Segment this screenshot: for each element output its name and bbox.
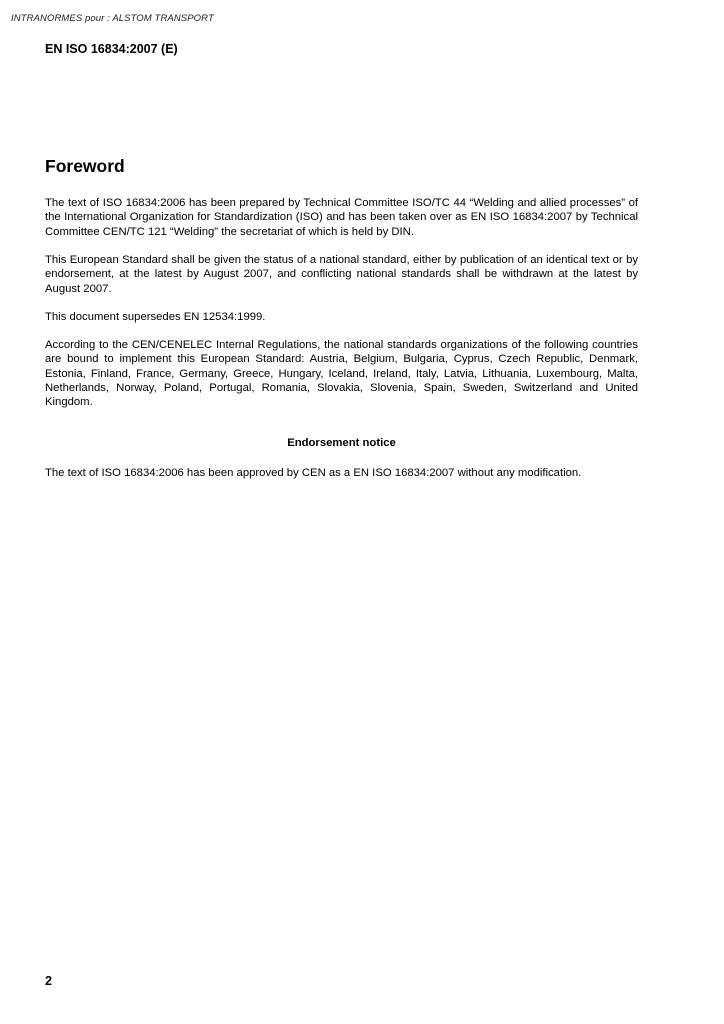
foreword-paragraph-1: The text of ISO 16834:2006 has been prepared by Technical Committee ISO/TC 44 “Welding and allied processes” of the International Organization for Standardization (ISO) and has been taken over as EN ISO 16834:2007 by Technical Committee CEN/TC 121 “Welding” the secretariat of which is held by DIN. — [45, 197, 638, 238]
endorsement-paragraph: The text of ISO 16834:2006 has been approved by CEN as a EN ISO 16834:2007 without any modification. — [45, 467, 582, 479]
endorsement-heading: Endorsement notice — [287, 437, 396, 449]
foreword-paragraph-3: This document supersedes EN 12534:1999. — [45, 311, 266, 323]
foreword-paragraph-4: According to the CEN/CENELEC Internal Regulations, the national standards organizations of the following countries are bound to implement this European Standard: Austria, Belgium, Bulgaria, Cyprus, Czech Republic, Denmark, Estonia, Finland, France, Germany, Greece, Hungary, Iceland, Ireland, Italy, Latvia, Lithuania, Luxembourg, Malta, Netherlands, Norway, Poland, Portugal, Romania, Slovakia, Slovenia, Spain, Sweden, Switzerland and United Kingdom. — [45, 339, 638, 409]
watermark-text: INTRANORMES pour : ALSTOM TRANSPORT — [11, 13, 214, 24]
foreword-paragraph-2: This European Standard shall be given the status of a national standard, either by publication of an identical text or by endorsement, at the latest by August 2007, and conflicting national standards shall be withdrawn at the latest by August 2007. — [45, 254, 638, 295]
page-number: 2 — [45, 974, 52, 988]
foreword-heading: Foreword — [45, 156, 125, 176]
standard-identifier: EN ISO 16834:2007 (E) — [45, 42, 178, 56]
